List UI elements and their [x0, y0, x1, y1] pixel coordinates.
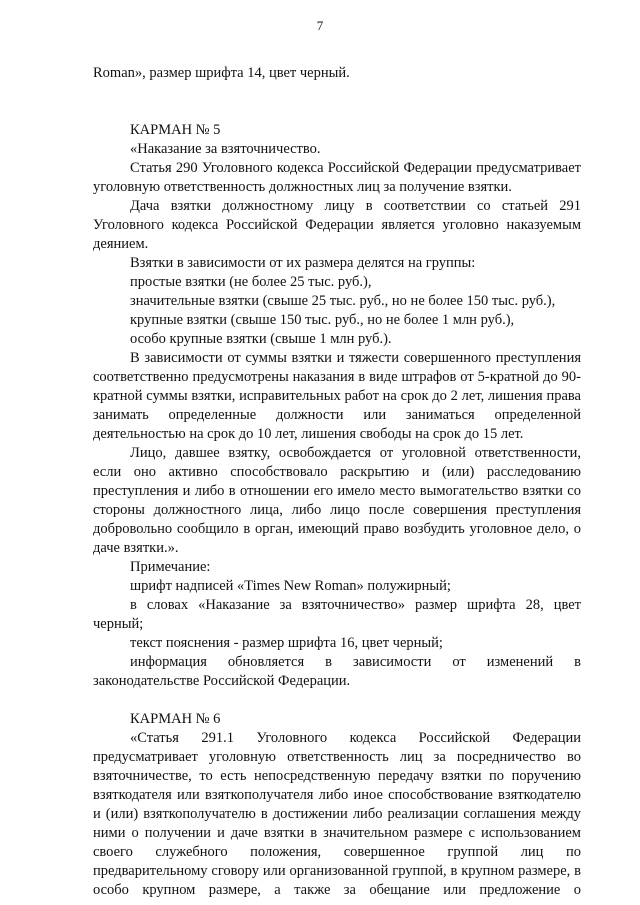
paragraph-article-291-1: «Статья 291.1 Уголовного кодекса Российской Федерации предусматривает уголовную ответственность лиц за посредничество во взяточничестве, то есть непосредственную передачу взятки по поручению взяткодателя или взяткополучателя либо иное способствование взяткодателю и (или) взяткополучателю в достижении либо реализации соглашения между ними о получении и даче взятки в значительном размере с использованием своего служебного положения, совершенное группой лиц по предварительному сговору или организованной группой, в крупном размере, в особо крупном размере, а также за обещание или предложение о	[93, 730, 581, 898]
paragraph-exemption: Лицо, давшее взятку, освобождается от уголовной ответственности, если оно активно способствовало раскрытию и (или) расследованию преступления и либо в отношении его имело место вымогательство взятки со стороны должностного лица, либо лицо после совершения преступления добровольно сообщило в орган, имеющий право возбудить уголовное дело, о даче взятки.».	[93, 445, 581, 556]
pocket-5-title: «Наказание за взяточничество.	[130, 141, 321, 157]
list-item: значительные взятки (свыше 25 тыс. руб., но не более 150 тыс. руб.),	[130, 293, 556, 309]
paragraph-article-291: Дача взятки должностному лицу в соответствии со статьей 291 Уголовного кодекса Российской Федерации является уголовно наказуемым деянием.	[93, 198, 581, 252]
paragraph-continuation: Roman», размер шрифта 14, цвет черный.	[93, 65, 350, 81]
list-item: простые взятки (не более 25 тыс. руб.),	[130, 274, 372, 290]
note-item: информация обновляется в зависимости от изменений в законодательстве Российской Федерации.	[93, 654, 581, 689]
note-heading: Примечание:	[130, 559, 211, 575]
list-item: особо крупные взятки (свыше 1 млн руб.).	[130, 331, 392, 347]
page-number: 7	[316, 18, 324, 33]
note-item: текст пояснения - размер шрифта 16, цвет черный;	[130, 635, 443, 651]
pocket-5-heading: КАРМАН № 5	[130, 122, 221, 138]
paragraph-penalties: В зависимости от суммы взятки и тяжести совершенного преступления соответственно предусмотрены наказания в виде штрафов от 5-кратной до 90-кратной суммы взятки, исправительных работ на срок до 2 лет, лишения права занимать определенные должности или заниматься определенной деятельностью на срок до 10 лет, лишения свободы на срок до 15 лет.	[93, 350, 581, 442]
note-item: шрифт надписей «Times New Roman» полужирный;	[130, 578, 451, 594]
bribe-groups-intro: Взятки в зависимости от их размера делятся на группы:	[130, 255, 476, 271]
paragraph-article-290: Статья 290 Уголовного кодекса Российской Федерации предусматривает уголовную ответственность должностных лиц за получение взятки.	[93, 160, 581, 195]
note-item: в словах «Наказание за взяточничество» размер шрифта 28, цвет черный;	[93, 597, 581, 632]
pocket-6-heading: КАРМАН № 6	[130, 711, 221, 727]
document-body	[93, 64, 581, 900]
list-item: крупные взятки (свыше 150 тыс. руб., но не более 1 млн руб.),	[130, 312, 515, 328]
